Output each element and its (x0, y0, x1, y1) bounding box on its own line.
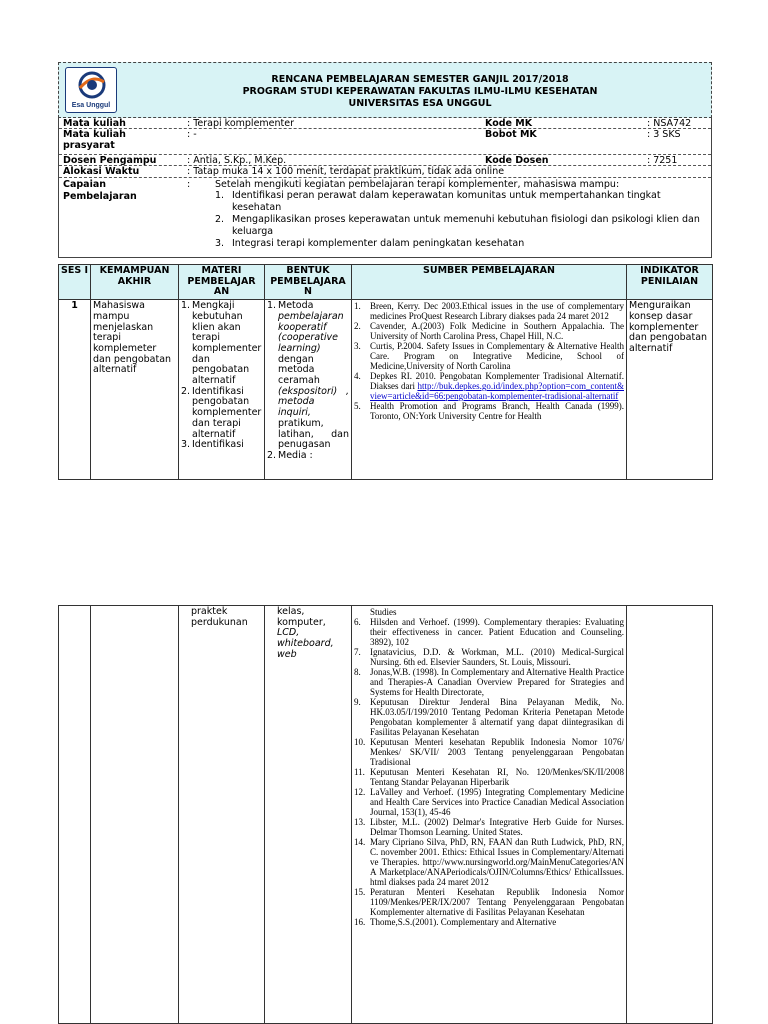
list-item: 13. Libster, M.L. (2002) Delmar's Integrative Herb Guide for Nurses. Delmar Thomson Learning. United States. (354, 817, 624, 837)
rps-table-page-1 (58, 264, 713, 480)
header-indikator: INDIKATOR PENILAIAN (627, 265, 713, 300)
capaian-item: 3. Integrasi terapi komplementer dalam peningkatan kesehatan (215, 238, 525, 249)
info-row-alokasi (59, 166, 711, 178)
dosen-value: : Antia, S.Kp., M.Kep. (187, 155, 287, 166)
document-title (139, 74, 701, 110)
list-item: 3. Curtis, P.2004. Safety Issues in Complementary & Alternative Health Care. Program on Integrative Medicine, School of Medicine,University of North Carolina (354, 341, 624, 372)
cell-sesi (59, 606, 91, 1024)
header-sesi: SES I (59, 265, 91, 300)
capaian-list (215, 190, 705, 251)
bentuk-list (267, 301, 349, 462)
list-item: 11. Keputusan Menteri Kesehatan RI, No. 120/Menkes/SK/II/2008 Tentang Standar Pelayanan Hiperbarik (354, 767, 624, 787)
list-item: 14. Mary Cipriano Silva, PhD, RN, FAAN dan Ruth Ludwick, PhD, RN, C. november 2001. Ethics: Ethical Issues in Complementary/Alternative Therapies. http://www.nursingworld.org/MainMenuCategories/ANA Marketplace/ANAPeriodicals/OJIN/Columns/Ethics/ EthicalIssues.html diakses pada 24 maret 2012 (354, 837, 624, 887)
list-item: 7. Ignatavicius, D.D. & Workman, M.L. (2010) Medical-Surgical Nursing. 6th ed. Elsevier Saunders, St. Louis, Missouri. (354, 647, 624, 667)
prasyarat-value: : - (187, 129, 197, 140)
title-line-2: PROGRAM STUDI KEPERAWATAN FAKULTAS ILMU-ILMU KESEHATAN (242, 86, 598, 97)
list-item: 2. Media : (267, 449, 313, 461)
materi-list (181, 301, 262, 451)
list-item: 4. Depkes RI. 2010. Pengobatan Komplementer Tradisional Alternatif. Diakses dari http://buk.depkes.go.id/index.php?option=com_content&view=article&id=66:pengobatan-komplementer-tradisional-alternatif (354, 371, 624, 402)
logo-caption: Esa Unggul (71, 102, 111, 109)
info-row-mata-kuliah (59, 118, 711, 129)
cell-sumber (352, 300, 627, 480)
kode-mk-label: Kode MK (485, 118, 533, 129)
alokasi-label: Alokasi Waktu (63, 166, 140, 177)
cell-indikator (627, 606, 713, 1024)
logo-emblem-icon (66, 68, 118, 102)
rps-table-page-2 (58, 605, 713, 1024)
bentuk-media-plain: kelas, komputer, (277, 606, 326, 628)
list-item: 9. Keputusan Direktur Jenderal Bina Pelayanan Medik, No. HK.03.05/I/199/2010 Tentang Pedoman Kriteria Penetapan Metode Pengobatan komplementer â alternatif yang dapat diintegrasikan di Fasilitas Pelayanan Kesehatan (354, 697, 624, 737)
info-row-dosen (59, 155, 711, 166)
course-info (58, 118, 712, 258)
prasyarat-label-2: prasyarat (63, 140, 115, 151)
kode-dosen-value: : 7251 (647, 155, 678, 166)
header-materi: MATERI PEMBELAJAR AN (179, 265, 265, 300)
mata-kuliah-value: : Terapi komplementer (187, 118, 295, 129)
capaian-intro: Setelah mengikuti kegiatan pembelajaran terapi komplementer, mahasiswa mampu: (215, 179, 620, 190)
capaian-label (63, 179, 137, 202)
capaian-label-2: Pembelajaran (63, 190, 137, 202)
title-line-3: UNIVERSITAS ESA UNGGUL (348, 98, 492, 109)
list-item: 10. Keputusan Menteri kesehatan Republik Indonesia Nomor 1076/ Menkes/ SK/VII/ 2003 Tentang penyelenggaraan Pengobatan Tradisional (354, 737, 624, 767)
table-header-row (59, 265, 713, 300)
list-item: 1. Metoda pembelajaran kooperatif (cooperative learning) dengan metoda ceramah (ekspositori) , metoda inquiri, pratikum, latihan, dan penugasan (267, 300, 349, 451)
list-item: 16. Thome,S.S.(2001). Complementary and Alternative (354, 917, 557, 927)
kode-mk-value: : NSA742 (647, 118, 692, 129)
header-bentuk: BENTUK PEMBELAJARA N (265, 265, 352, 300)
bobot-mk-label: Bobot MK (485, 129, 537, 140)
table-row (59, 300, 713, 480)
depkes-link[interactable]: http://buk.depkes.go.id/index.php?option=com_content&view=article&id=66:pengobatan-komplementer-tradisional-alternatif (370, 381, 624, 402)
capaian-block (59, 178, 711, 258)
cell-indikator: Menguraikan konsep dasar komplementer dan pengobatan alternatif (627, 300, 713, 480)
bentuk-media-italic: LCD, whiteboard, web (277, 627, 334, 660)
sumber-list (354, 301, 624, 421)
cell-kemampuan: Mahasiswa mampu menjelaskan terapi komplemeter dan pengobatan alternatif (91, 300, 179, 480)
header-kemampuan: KEMAMPUAN AKHIR (91, 265, 179, 300)
list-item: 2. Cavender, A.(2003) Folk Medicine in Southern Appalachia. The University of North Carolina Press, Chapel Hill, N.C. (354, 321, 624, 342)
kode-dosen-label: Kode Dosen (485, 155, 549, 166)
list-item: 12. LaValley and Verhoef. (1995) Integrating Complementary Medicine and Health Care Services into Practice Canadian Medical Association Journal, 153(1), 45-46 (354, 787, 624, 817)
list-item: 8. Jonas,W.B. (1998). In Complementary and Alternative Health Practice and Therapies-A Canadian Overview Prepared for Strategies and Systems for Health Directorate, (354, 667, 624, 697)
alokasi-value: : Tatap muka 14 x 100 menit, terdapat praktikum, tidak ada online (187, 166, 505, 177)
title-line-1: RENCANA PEMBELAJARAN SEMESTER GANJIL 2017/2018 (271, 74, 569, 85)
list-item: 1. Breen, Kerry. Dec 2003.Ethical issues in the use of complementary medicines ProQuest Research Library diakses pada 24 maret 2012 (354, 301, 624, 322)
list-item: 6. Hilsden and Verhoef. (1999). Complementary therapies: Evaluating their effectiveness in cancer. Patient Education and Counseling. 3892), 102 (354, 617, 624, 647)
capaian-label-1: Capaian (63, 179, 107, 190)
sumber-list (354, 607, 624, 927)
list-item: 15. Peraturan Menteri Kesehatan Republik Indonesia Nomor 1109/Menkes/PER/IX/2007 Tentang Penyelenggaraan Pengobatan Komplementer alternative di Fasilitas Pelayanan Kesehatan (354, 887, 624, 917)
info-row-prasyarat (59, 129, 711, 155)
list-item: 1. Mengkaji kebutuhan klien akan terapi komplementer dan pengobatan alternatif (181, 300, 262, 387)
document-header (58, 62, 712, 118)
cell-bentuk (265, 300, 352, 480)
prasyarat-label-1: Mata kuliah (63, 129, 126, 140)
cell-bentuk (265, 606, 352, 1024)
capaian-item: 1. Identifikasi peran perawat dalam keperawatan komunitas untuk mempertahankan tingkat kesehatan (215, 190, 661, 213)
list-item: 5. Health Promotion and Programs Branch, Health Canada (1999). Toronto, ON:York University Centre for Health (354, 401, 624, 422)
bobot-mk-value: : 3 SKS (647, 129, 681, 140)
table-row (59, 606, 713, 1024)
university-logo (65, 67, 117, 113)
header-sumber: SUMBER PEMBELAJARAN (352, 265, 627, 300)
capaian-item: 2. Mengaplikasikan proses keperawatan untuk memenuhi kebutuhan fisiologi dan psikologi klien dan keluarga (215, 214, 700, 237)
list-item: 2. Identifikasi pengobatan komplementer dan terapi alternatif (181, 385, 262, 440)
dosen-label: Dosen Pengampu (63, 155, 157, 166)
cell-sesi: 1 (59, 300, 91, 480)
cell-kemampuan (91, 606, 179, 1024)
mata-kuliah-label: Mata kuliah (63, 118, 126, 129)
list-item: 3. Identifikasi (181, 439, 244, 451)
capaian-colon: : (187, 179, 191, 190)
cell-sumber (352, 606, 627, 1024)
cell-materi (179, 300, 265, 480)
list-item: Studies (370, 607, 397, 617)
cell-materi: praktek perdukunan (179, 606, 265, 1024)
